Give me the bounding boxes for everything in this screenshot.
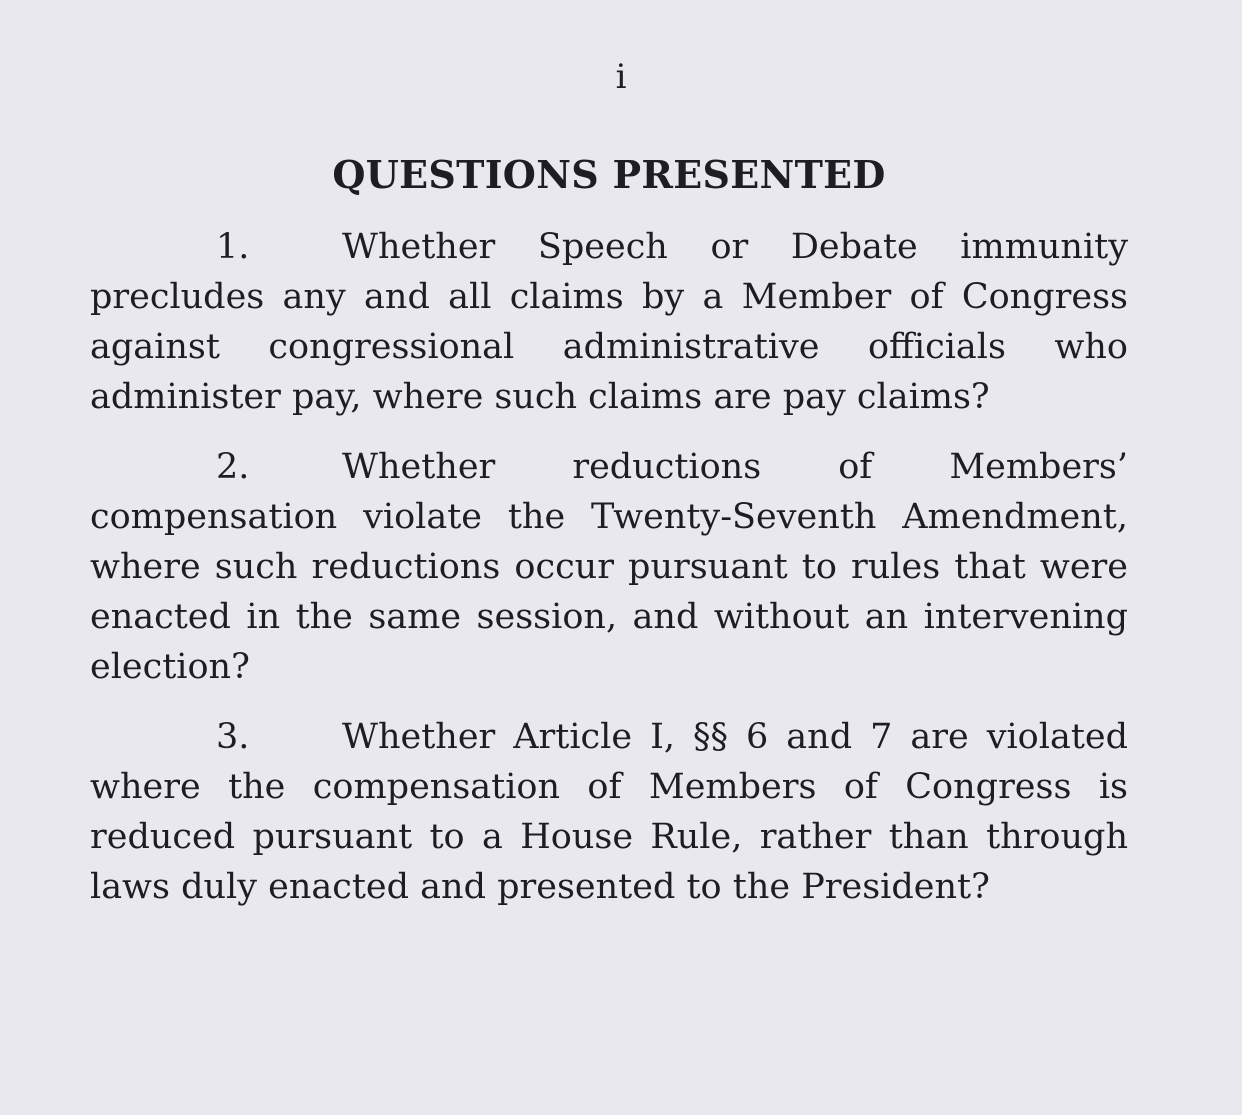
question-text: Whether reductions of Members’ compensation violate the Twenty-Seventh Amendment, where such reductions occur pursuant to rules that were enacted in the same session, and without an intervening election? xyxy=(90,447,1128,687)
question-3 xyxy=(90,712,1128,912)
questions-list xyxy=(90,222,1128,932)
question-number: 2. xyxy=(216,447,250,487)
question-2 xyxy=(90,442,1128,692)
question-number: 1. xyxy=(216,227,250,267)
section-heading: QUESTIONS PRESENTED xyxy=(332,152,886,197)
question-text: Whether Article I, §§ 6 and 7 are violated where the compensation of Members of Congress is reduced pursuant to a House Rule, rather than through laws duly enacted and presented to the President? xyxy=(90,717,1128,907)
question-1 xyxy=(90,222,1128,422)
question-number: 3. xyxy=(216,717,250,757)
page-number: i xyxy=(615,57,627,97)
question-text: Whether Speech or Debate immunity precludes any and all claims by a Member of Congress against congressional administrative officials who administer pay, where such claims are pay claims? xyxy=(90,227,1128,417)
